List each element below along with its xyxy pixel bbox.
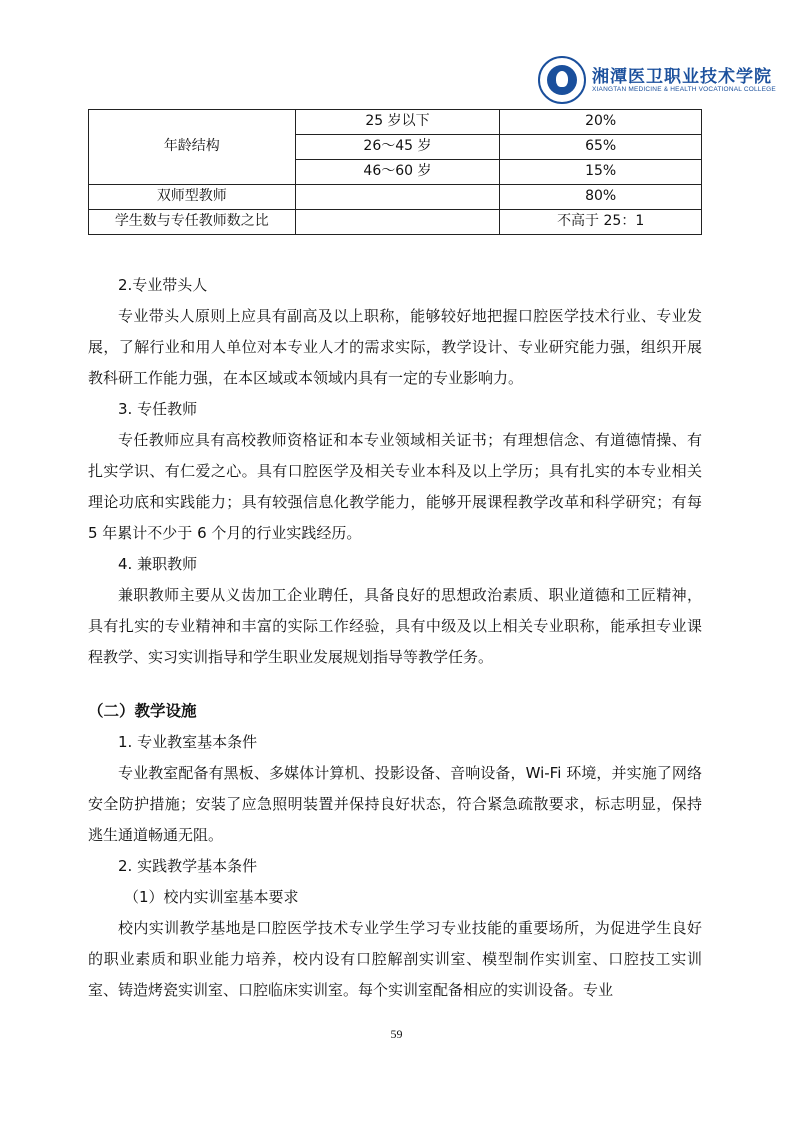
ratio-label: 学生数与专任教师数之比 (89, 210, 296, 235)
classroom-paragraph: 专业教室配备有黑板、多媒体计算机、投影设备、音响设备，Wi-Fi 环境，并实施了网络安全防护措施；安装了应急照明装置并保持良好状态，符合紧急疏散要求，标志明显，保持逃生通道畅通无阻。 (88, 764, 702, 844)
age-range-cell: 46～60 岁 (295, 160, 500, 185)
school-name: 湘潭医卫职业技术学院 (592, 67, 772, 87)
practice-heading: 2. 实践教学基本条件 (118, 857, 258, 875)
staff-structure-table (88, 109, 702, 235)
page-number: 59 (390, 1027, 403, 1041)
age-percent-cell: 15% (500, 160, 702, 185)
empty-cell (295, 185, 500, 210)
age-structure-label: 年龄结构 (89, 110, 296, 185)
oncampus-paragraph: 校内实训教学基地是口腔医学技术专业学生学习专业技能的重要场所，为促进学生良好的职业素质和职业能力培养，校内设有口腔解剖实训室、模型制作实训室、口腔技工实训室、铸造烤瓷实训室、口腔临床实训室。每个实训室配备相应的实训设备。专业 (88, 919, 702, 999)
age-percent-cell: 20% (500, 110, 702, 135)
school-name-en: XIANGTAN MEDICINE & HEALTH VOCATIONAL COLLEGE (592, 86, 776, 93)
table-row (89, 110, 702, 135)
classroom-heading: 1. 专业教室基本条件 (118, 733, 258, 751)
school-logo (530, 56, 776, 108)
dual-teacher-label: 双师型教师 (89, 185, 296, 210)
leader-heading: 2.专业带头人 (118, 276, 208, 294)
age-range-cell: 26～45 岁 (295, 135, 500, 160)
age-percent-cell: 65% (500, 135, 702, 160)
age-range-cell: 25 岁以下 (295, 110, 500, 135)
ratio-value: 不高于 25：1 (500, 210, 702, 235)
oncampus-heading: （1）校内实训室基本要求 (124, 888, 299, 906)
empty-cell (295, 210, 500, 235)
leader-paragraph: 专业带头人原则上应具有副高及以上职称，能够较好地把握口腔医学技术行业、专业发展，了解行业和用人单位对本专业人才的需求实际，教学设计、专业研究能力强，组织开展教科研工作能力强，在本区域或本领域内具有一定的专业影响力。 (88, 307, 702, 387)
dual-teacher-value: 80% (500, 185, 702, 210)
fulltime-heading: 3. 专任教师 (118, 400, 198, 418)
table-row (89, 210, 702, 235)
facilities-heading: （二）教学设施 (88, 702, 197, 720)
parttime-paragraph: 兼职教师主要从义齿加工企业聘任，具备良好的思想政治素质、职业道德和工匠精神，具有扎实的专业精神和丰富的实际工作经验，具有中级及以上相关专业职称，能承担专业课程教学、实习实训指导和学生职业发展规划指导等教学任务。 (88, 586, 702, 666)
table-row (89, 185, 702, 210)
parttime-heading: 4. 兼职教师 (118, 555, 198, 573)
school-emblem-icon (538, 56, 586, 104)
document-body (88, 270, 702, 1006)
fulltime-paragraph: 专任教师应具有高校教师资格证和本专业领域相关证书；有理想信念、有道德情操、有扎实学识、有仁爱之心。具有口腔医学及相关专业本科及以上学历；具有扎实的本专业相关理论功底和实践能力；具有较强信息化教学能力，能够开展课程教学改革和科学研究；有每 5 年累计不少于 6 个月的行业实践经历。 (88, 431, 702, 542)
